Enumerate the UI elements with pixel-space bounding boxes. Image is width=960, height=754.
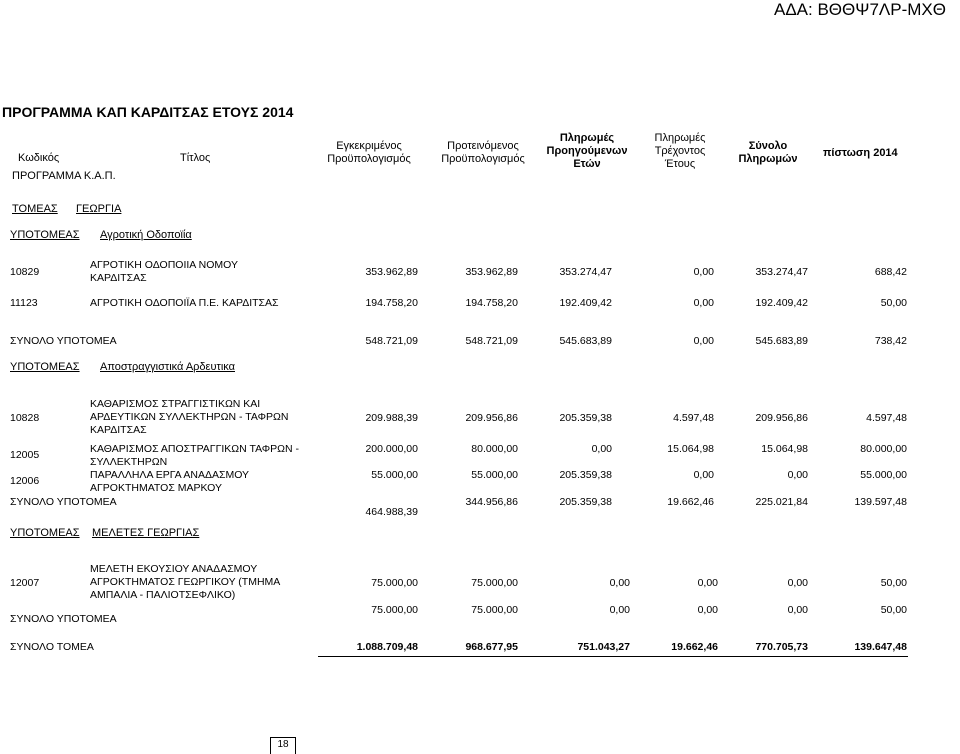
cell-credit: 55.000,00: [860, 469, 907, 481]
subtotal-proposed: 75.000,00: [471, 604, 518, 616]
subtotal-label: ΣΥΝΟΛΟ ΥΠΟΤΟΜΕΑ: [10, 613, 117, 625]
page-number: 18: [270, 737, 296, 754]
header-approved: Εγκεκριμένος Προϋπολογισμός: [327, 140, 411, 165]
cell-credit: 80.000,00: [860, 443, 907, 455]
cell-proposed: 353.962,89: [465, 266, 518, 278]
sector-total-label: ΣΥΝΟΛΟ ΤΟΜΕΑ: [10, 641, 94, 653]
cell-total-payments: 15.064,98: [761, 443, 808, 455]
subtotal-label: ΣΥΝΟΛΟ ΥΠΟΤΟΜΕΑ: [10, 496, 117, 508]
cell-approved: 55.000,00: [371, 469, 418, 481]
sector-total-total-payments: 770.705,73: [755, 641, 808, 653]
cell-prev-payments: 205.359,38: [559, 412, 612, 424]
sector-label: ΤΟΜΕΑΣ: [12, 203, 58, 215]
subtotal-prev-payments: 545.683,89: [559, 335, 612, 347]
subtotal-approved: 548.721,09: [365, 335, 418, 347]
cell-credit: 688,42: [874, 266, 907, 278]
subtotal-proposed: 344.956,86: [465, 496, 518, 508]
subtotal-total-payments: 225.021,84: [755, 496, 808, 508]
cell-prev-payments: 0,00: [609, 577, 630, 589]
cell-approved: 200.000,00: [365, 443, 418, 455]
subtotal-approved: 75.000,00: [371, 604, 418, 616]
sector-total-prev-payments: 751.043,27: [577, 641, 630, 653]
cell-credit: 4.597,48: [866, 412, 907, 424]
header-program: ΠΡΟΓΡΑΜΜΑ Κ.Α.Π.: [12, 170, 116, 182]
cell-cur-payments: 4.597,48: [673, 412, 714, 424]
cell-cur-payments: 15.064,98: [667, 443, 714, 455]
header-code: Κωδικός: [18, 152, 60, 164]
subsector-name: Αγροτική Οδοποϊία: [100, 229, 192, 241]
row-code: 10829: [10, 266, 40, 278]
sector-name: ΓΕΩΡΓΙΑ: [76, 203, 122, 215]
subtotal-proposed: 548.721,09: [465, 335, 518, 347]
header-total-payments: Σύνολο Πληρωμών: [738, 140, 798, 165]
cell-proposed: 75.000,00: [471, 577, 518, 589]
sector-total-credit: 139.647,48: [854, 641, 907, 653]
row-title: ΑΓΡΟΤΙΚΗ ΟΔΟΠΟΙΙΑ ΝΟΜΟΥ ΚΑΡΔΙΤΣΑΣ: [90, 259, 238, 284]
cell-approved: 353.962,89: [365, 266, 418, 278]
sector-total-proposed: 968.677,95: [465, 641, 518, 653]
subtotal-prev-payments: 205.359,38: [559, 496, 612, 508]
cell-approved: 194.758,20: [365, 297, 418, 309]
cell-proposed: 209.956,86: [465, 412, 518, 424]
cell-cur-payments: 0,00: [697, 577, 718, 589]
row-title: ΜΕΛΕΤΗ ΕΚΟΥΣΙΟΥ ΑΝΑΔΑΣΜΟΥ ΑΓΡΟΚΤΗΜΑΤΟΣ ΓΕΩΡΓΙΚΟΥ (ΤΜΗΜΑ ΑΜΠΑΛΙΑ - ΠΑΛΙΟΤΣΕΦΛΙΚΟ): [90, 563, 280, 601]
cell-total-payments: 209.956,86: [755, 412, 808, 424]
cell-approved: 209.988,39: [365, 412, 418, 424]
subtotal-cur-payments: 0,00: [693, 335, 714, 347]
subsector-name: Αποστραγγιστικά Αρδευτικα: [100, 361, 235, 373]
document-id: ΑΔΑ: ΒΘΘΨ7ΛΡ-ΜΧΘ: [773, 0, 946, 19]
subtotal-prev-payments: 0,00: [609, 604, 630, 616]
cell-credit: 50,00: [880, 297, 907, 309]
header-prev-payments: Πληρωμές Προηγούμενων Ετών: [546, 132, 628, 170]
subtotal-total-payments: 545.683,89: [755, 335, 808, 347]
row-title: ΑΓΡΟΤΙΚΗ ΟΔΟΠΟΙΪΑ Π.Ε. ΚΑΡΔΙΤΣΑΣ: [90, 297, 279, 309]
subsector-name: ΜΕΛΕΤΕΣ ΓΕΩΡΓΙΑΣ: [92, 527, 200, 539]
header-title: Τίτλος: [180, 152, 211, 164]
row-code: 12007: [10, 577, 40, 589]
row-title: ΚΑΘΑΡΙΣΜΟΣ ΣΤΡΑΓΓΙΣΤΙΚΩΝ ΚΑΙ ΑΡΔΕΥΤΙΚΩΝ ΣΥΛΛΕΚΤΗΡΩΝ - ΤΑΦΡΩΝ ΚΑΡΔΙΤΣΑΣ: [90, 398, 289, 436]
row-code: 10828: [10, 412, 40, 424]
row-code: 11123: [10, 297, 38, 309]
cell-cur-payments: 0,00: [693, 469, 714, 481]
subtotal-credit: 738,42: [874, 335, 907, 347]
subtotal-total-payments: 0,00: [787, 604, 808, 616]
cell-total-payments: 0,00: [787, 577, 808, 589]
cell-credit: 50,00: [880, 577, 907, 589]
row-code: 12005: [10, 449, 40, 461]
subtotal-cur-payments: 0,00: [697, 604, 718, 616]
subtotal-credit: 139.597,48: [854, 496, 907, 508]
cell-total-payments: 0,00: [787, 469, 808, 481]
subsector-label: ΥΠΟΤΟΜΕΑΣ: [10, 361, 80, 373]
cell-proposed: 80.000,00: [471, 443, 518, 455]
cell-proposed: 55.000,00: [471, 469, 518, 481]
header-cur-payments: Πληρωμές Τρέχοντος Έτους: [654, 132, 706, 170]
cell-prev-payments: 205.359,38: [559, 469, 612, 481]
cell-cur-payments: 0,00: [693, 297, 714, 309]
row-code: 12006: [10, 475, 40, 487]
cell-cur-payments: 0,00: [693, 266, 714, 278]
sector-total-rule: [318, 656, 908, 657]
header-proposed: Προτεινόμενος Προϋπολογισμός: [441, 140, 525, 165]
cell-approved: 75.000,00: [371, 577, 418, 589]
subsector-label: ΥΠΟΤΟΜΕΑΣ: [10, 229, 80, 241]
row-title: ΚΑΘΑΡΙΣΜΟΣ ΑΠΟΣΤΡΑΓΓΙΚΩΝ ΤΑΦΡΩΝ - ΣΥΛΛΕΚΤΗΡΩΝ: [90, 443, 300, 468]
cell-total-payments: 353.274,47: [755, 266, 808, 278]
page-title: ΠΡΟΓΡΑΜΜΑ ΚΑΠ ΚΑΡΔΙΤΣΑΣ ΕΤΟΥΣ 2014: [2, 104, 294, 120]
cell-prev-payments: 192.409,42: [559, 297, 612, 309]
subtotal-cur-payments: 19.662,46: [667, 496, 714, 508]
cell-proposed: 194.758,20: [465, 297, 518, 309]
subtotal-approved: 464.988,39: [365, 506, 418, 518]
cell-total-payments: 192.409,42: [755, 297, 808, 309]
cell-prev-payments: 353.274,47: [559, 266, 612, 278]
sector-total-cur-payments: 19.662,46: [671, 641, 718, 653]
header-credit: πίστωση 2014: [823, 147, 898, 159]
subtotal-credit: 50,00: [880, 604, 907, 616]
subsector-label: ΥΠΟΤΟΜΕΑΣ: [10, 527, 80, 539]
cell-prev-payments: 0,00: [591, 443, 612, 455]
sector-total-approved: 1.088.709,48: [356, 641, 418, 653]
subtotal-label: ΣΥΝΟΛΟ ΥΠΟΤΟΜΕΑ: [10, 335, 117, 347]
row-title: ΠΑΡΑΛΛΗΛΑ ΕΡΓΑ ΑΝΑΔΑΣΜΟΥ ΑΓΡΟΚΤΗΜΑΤΟΣ ΜΑΡΚΟΥ: [90, 469, 249, 494]
